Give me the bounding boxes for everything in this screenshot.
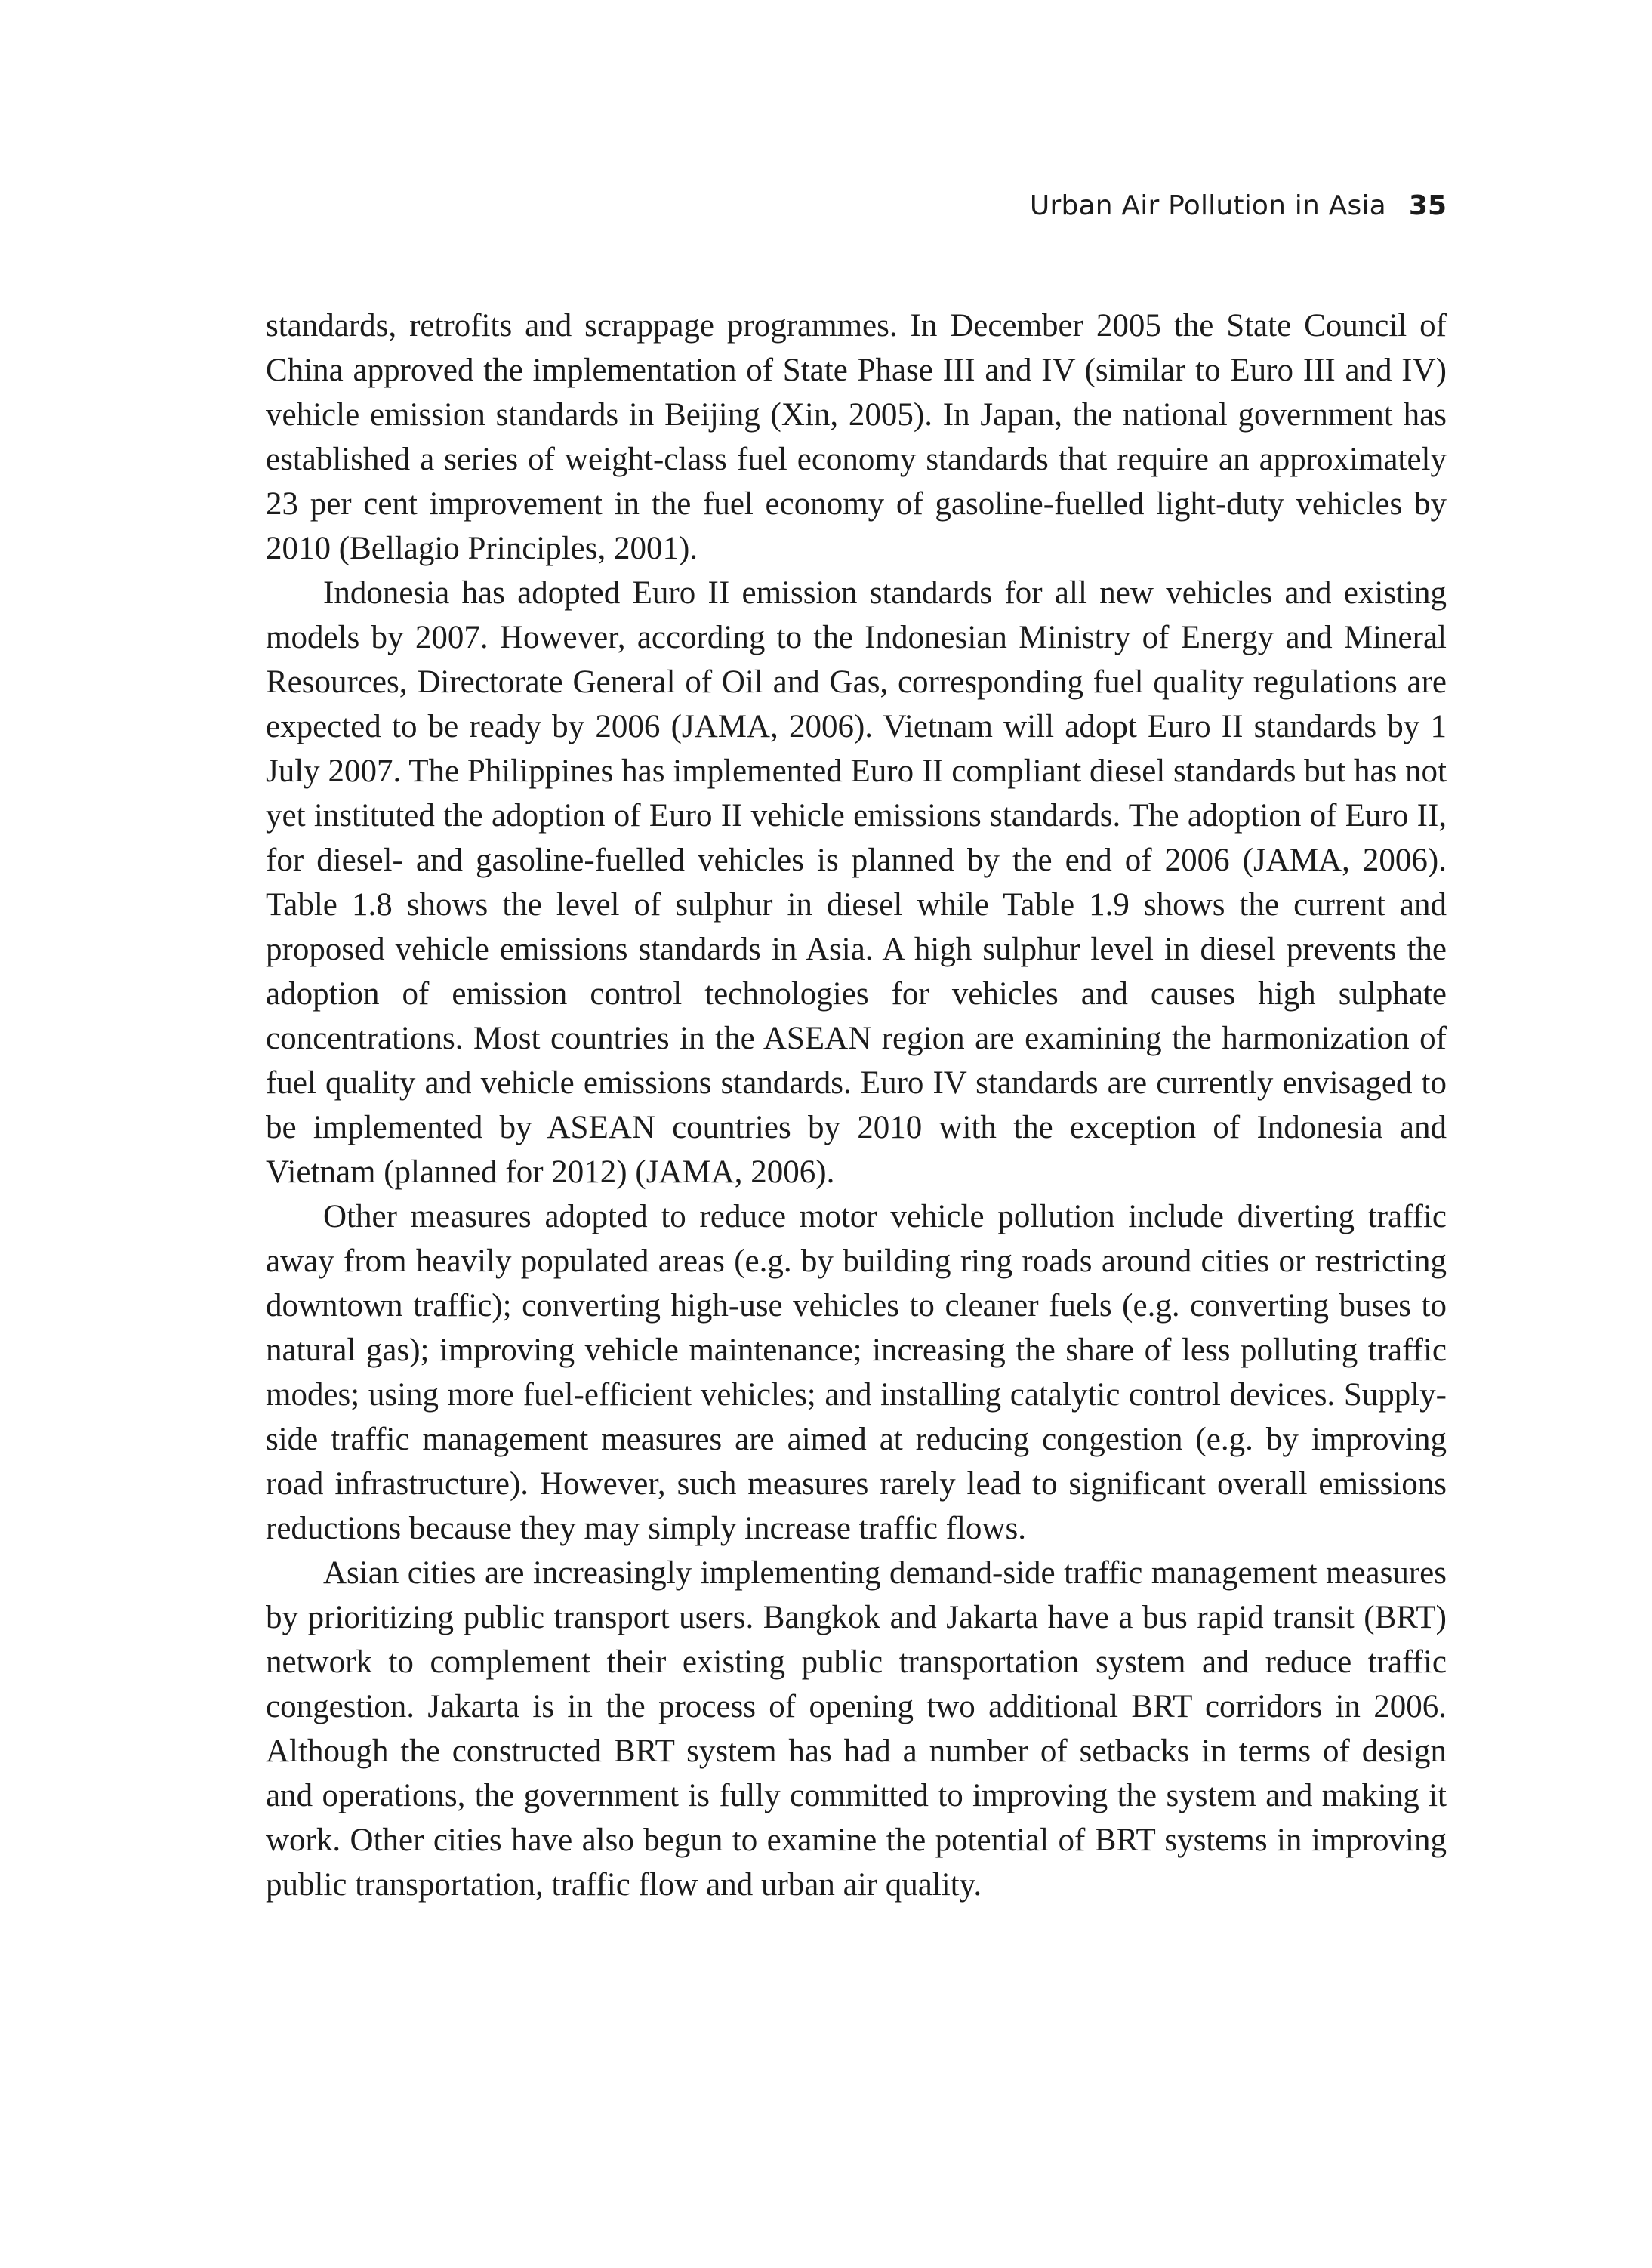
paragraph-continued: standards, retrofits and scrappage programmes. In December 2005 the State Council of China approved the implementation of State Phase III and IV (similar to Euro III and IV) vehicle emission standards in Beijing (Xin, 2005). In Japan, the national government has established a series of weight-class fuel economy standards that require an approximately 23 per cent improvement in the fuel economy of gasoline-fuelled light-duty vehicles by 2010 (Bellagio Principles, 2001). [266,308,1447,566]
page-number: 35 [1408,190,1447,221]
running-header [266,187,1447,225]
running-header-title: Urban Air Pollution in Asia [1029,190,1386,221]
paragraph-brt-systems: Asian cities are increasingly implementing demand-side traffic management measures by prioritizing public transport users. Bangkok and Jakarta have a bus rapid transit (BRT) network to complement their existing public transportation system and reduce traffic congestion. Jakarta is in the process of opening two additional BRT corridors in 2006. Although the constructed BRT system has had a number of setbacks in terms of design and operations, the government is fully committed to improving the system and making it work. Other cities have also begun to examine the potential of BRT systems in improving public transportation, traffic flow and urban air quality. [266,1555,1447,1903]
paragraph-indonesia-standards: Indonesia has adopted Euro II emission standards for all new vehicles and existing models by 2007. However, according to the Indonesian Ministry of Energy and Mineral Resources, Directorate General of Oil and Gas, corresponding fuel quality regulations are expected to be ready by 2006 (JAMA, 2006). Vietnam will adopt Euro II standards by 1 July 2007. The Philippines has implemented Euro II compliant diesel standards but has not yet instituted the adoption of Euro II vehicle emissions standards. The adoption of Euro II, for diesel- and gasoline-fuelled vehicles is planned by the end of 2006 (JAMA, 2006). Table 1.8 shows the level of sulphur in diesel while Table 1.9 shows the current and proposed vehicle emissions standards in Asia. A high sulphur level in diesel prevents the adoption of emission control technologies for vehicles and causes high sulphate concentrations. Most countries in the ASEAN region are examining the harmonization of fuel quality and vehicle emissions standards. Euro IV standards are currently envisaged to be implemented by ASEAN countries by 2010 with the exception of Indonesia and Vietnam (planned for 2012) (JAMA, 2006). [266,575,1447,1190]
body-text [266,304,1447,1907]
paragraph-other-measures: Other measures adopted to reduce motor vehicle pollution include diverting traffic away from heavily populated areas (e.g. by building ring roads around cities or restricting downtown traffic); converting high-use vehicles to cleaner fuels (e.g. converting buses to natural gas); improving vehicle maintenance; increasing the share of less polluting traffic modes; using more fuel-efficient vehicles; and installing catalytic control devices. Supply-side traffic management measures are aimed at reducing congestion (e.g. by improving road infrastructure). However, such measures rarely lead to significant overall emissions reductions because they may simply increase traffic flows. [266,1199,1447,1546]
